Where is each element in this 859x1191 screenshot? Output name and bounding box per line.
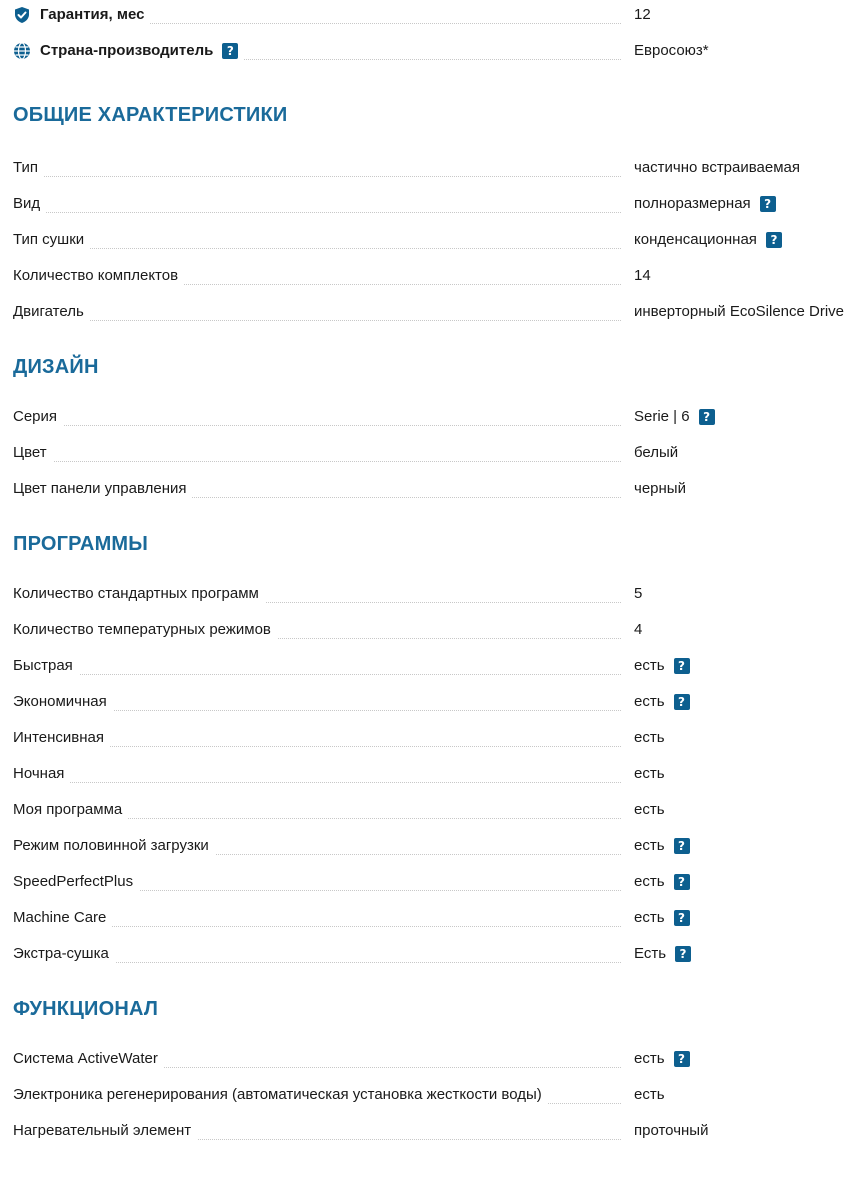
spec-label: Быстрая	[13, 657, 79, 675]
spec-value: есть	[634, 1050, 665, 1067]
spec-value: проточный	[634, 1122, 709, 1139]
spec-label: Цвет панели управления	[13, 480, 192, 498]
spec-label: Ночная	[13, 765, 70, 783]
spec-row	[13, 435, 859, 471]
spec-label: Моя программа	[13, 801, 128, 819]
spec-row	[13, 150, 859, 186]
spec-label: Цвет	[13, 444, 53, 462]
spec-value: 12	[634, 6, 651, 23]
spec-row	[13, 900, 859, 936]
spec-label: Серия	[13, 408, 63, 426]
spec-value: есть	[634, 873, 665, 890]
spec-row	[13, 576, 859, 612]
spec-label: Количество температурных режимов	[13, 621, 277, 639]
section-programs	[13, 576, 859, 972]
spec-row	[13, 720, 859, 756]
spec-label: SpeedPerfectPlus	[13, 873, 139, 891]
spec-value: есть	[634, 765, 665, 782]
spec-value: есть	[634, 1086, 665, 1103]
spec-value: полноразмерная	[634, 195, 751, 212]
spec-value: Есть	[634, 945, 667, 962]
help-icon[interactable]: ?	[674, 874, 690, 890]
help-icon[interactable]: ?	[675, 946, 691, 962]
spec-value: конденсационная	[634, 231, 757, 248]
spec-value: есть	[634, 693, 665, 710]
section-title-programs: ПРОГРАММЫ	[13, 533, 149, 555]
spec-value: есть	[634, 729, 665, 746]
section-general	[13, 150, 859, 330]
spec-row	[13, 828, 859, 864]
spec-label: Система ActiveWater	[13, 1050, 164, 1068]
spec-label: Тип сушки	[13, 231, 90, 249]
spec-row-country	[13, 33, 859, 69]
spec-row	[13, 648, 859, 684]
spec-value: 14	[634, 267, 651, 284]
section-title-functions: ФУНКЦИОНАЛ	[13, 998, 159, 1020]
spec-label: Экстра-сушка	[13, 945, 115, 963]
help-icon[interactable]: ?	[674, 694, 690, 710]
help-icon[interactable]: ?	[674, 658, 690, 674]
section-title-design: ДИЗАЙН	[13, 356, 99, 378]
help-icon[interactable]: ?	[222, 43, 238, 59]
spec-value: 4	[634, 621, 643, 638]
spec-value: есть	[634, 801, 665, 818]
help-icon[interactable]: ?	[760, 196, 776, 212]
spec-row	[13, 684, 859, 720]
spec-row	[13, 936, 859, 972]
spec-value: черный	[634, 480, 686, 497]
section-design	[13, 399, 859, 507]
spec-label: Режим половинной загрузки	[13, 837, 215, 855]
section-functions	[13, 1041, 859, 1149]
spec-row	[13, 186, 859, 222]
section-title-general: ОБЩИЕ ХАРАКТЕРИСТИКИ	[13, 104, 288, 126]
spec-value: частично встраиваемая	[634, 159, 801, 176]
spec-value: белый	[634, 444, 679, 461]
spec-value: Евросоюз*	[634, 42, 709, 59]
spec-row	[13, 612, 859, 648]
spec-label: Электроника регенерирования (автоматическая установка жесткости воды)	[13, 1086, 548, 1104]
spec-row	[13, 258, 859, 294]
spec-label: Machine Care	[13, 909, 112, 927]
globe-icon	[13, 42, 31, 60]
help-icon[interactable]: ?	[674, 1051, 690, 1067]
spec-value: есть	[634, 837, 665, 854]
spec-row	[13, 294, 859, 330]
spec-label: Гарантия, мес	[40, 6, 145, 23]
spec-row	[13, 1041, 859, 1077]
spec-row	[13, 399, 859, 435]
spec-label: Двигатель	[13, 303, 90, 321]
help-icon[interactable]: ?	[699, 409, 715, 425]
spec-row	[13, 1113, 859, 1149]
spec-row	[13, 756, 859, 792]
help-icon[interactable]: ?	[766, 232, 782, 248]
help-icon[interactable]: ?	[674, 910, 690, 926]
spec-label: Тип	[13, 159, 44, 177]
spec-row	[13, 222, 859, 258]
spec-label: Страна-производитель	[40, 42, 214, 59]
spec-value: есть	[634, 657, 665, 674]
spec-label: Количество стандартных программ	[13, 585, 265, 603]
spec-value: есть	[634, 909, 665, 926]
spec-value: инверторный EcoSilence Drive	[634, 303, 845, 320]
spec-row	[13, 864, 859, 900]
spec-row	[13, 792, 859, 828]
help-icon[interactable]: ?	[674, 838, 690, 854]
specs-list	[13, 0, 859, 1149]
spec-row-warranty	[13, 0, 859, 33]
spec-label: Экономичная	[13, 693, 113, 711]
spec-value: 5	[634, 585, 643, 602]
spec-label: Вид	[13, 195, 46, 213]
spec-label: Интенсивная	[13, 729, 110, 747]
spec-value: Serie | 6	[634, 408, 690, 425]
spec-label: Нагревательный элемент	[13, 1122, 197, 1140]
spec-label: Количество комплектов	[13, 267, 184, 285]
spec-row	[13, 471, 859, 507]
shield-check-icon	[13, 6, 31, 24]
spec-row	[13, 1077, 859, 1113]
